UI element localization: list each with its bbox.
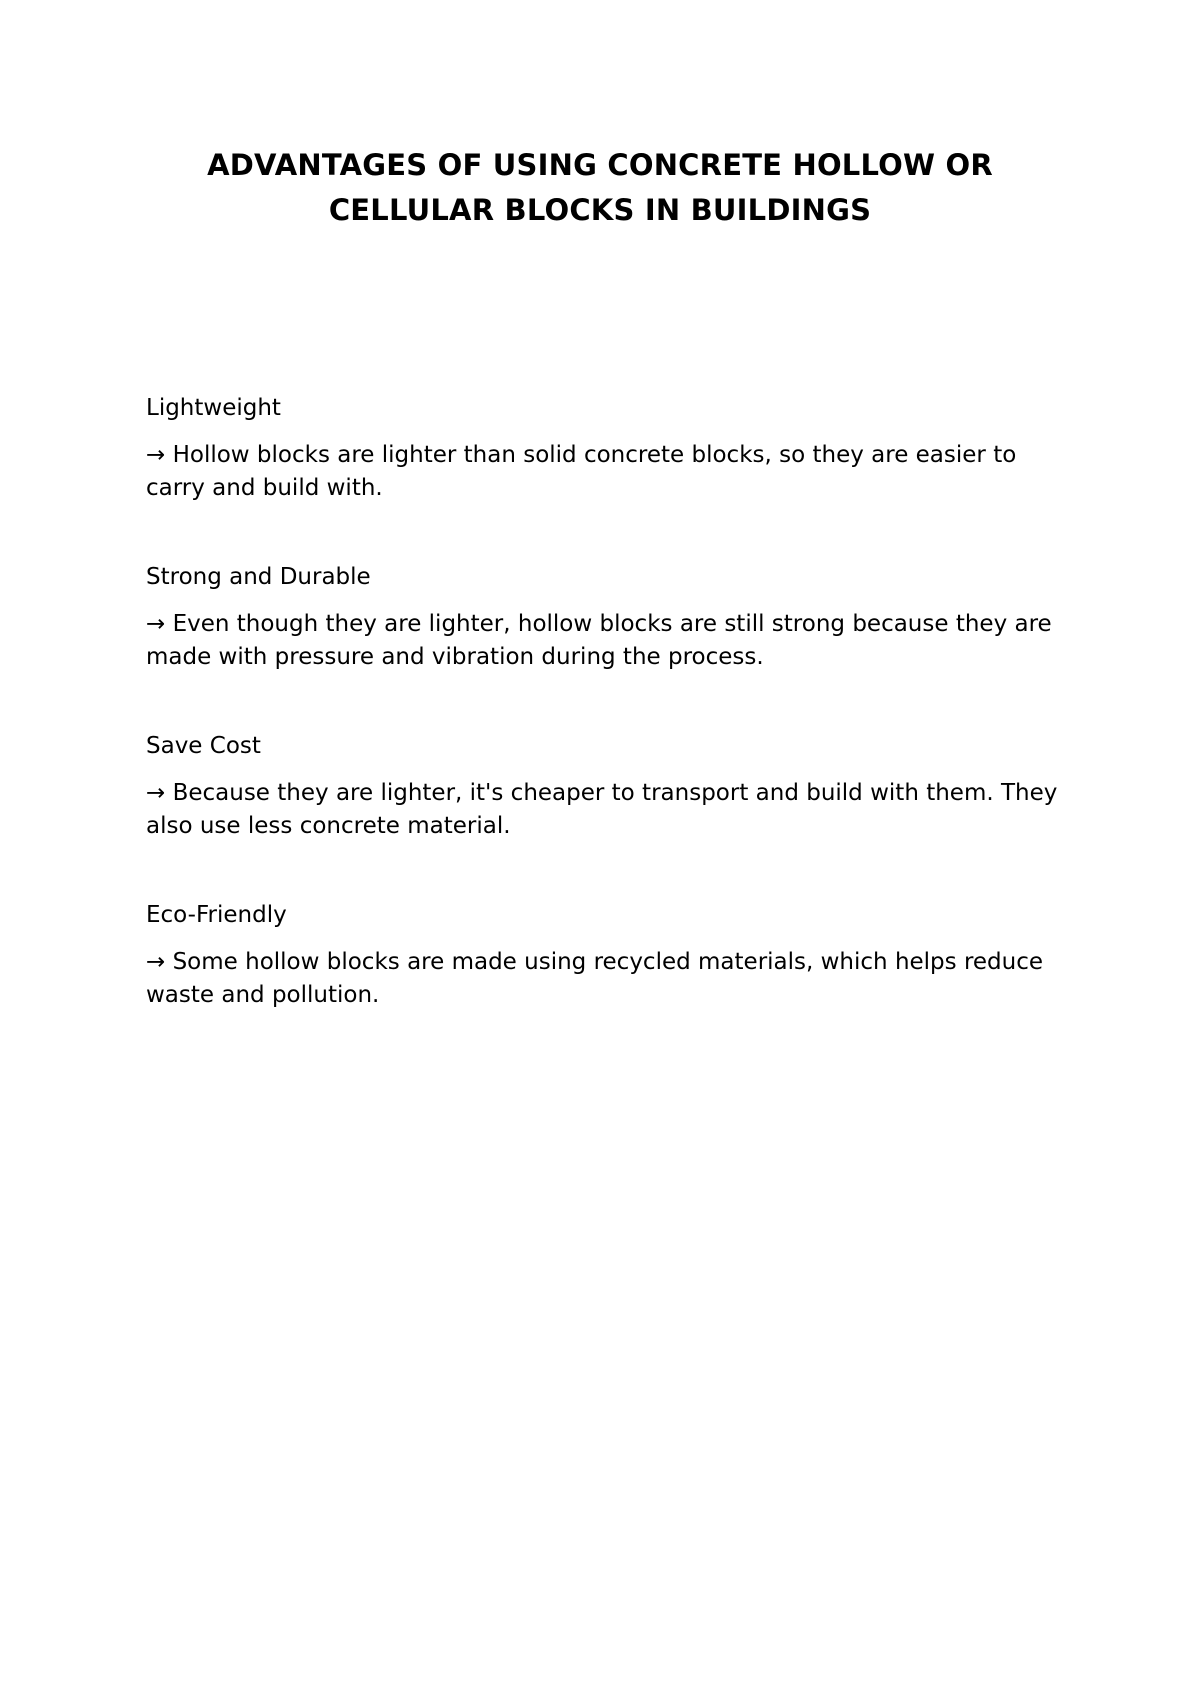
- document-body: [146, 392, 1076, 1068]
- section-text: → Even though they are lighter, hollow blocks are still strong because they are made with pressure and vibration during the process.: [146, 611, 1052, 670]
- section-save-cost: [146, 730, 1076, 843]
- section-heading: Save Cost: [146, 733, 261, 759]
- document-title: ADVANTAGES OF USING CONCRETE HOLLOW OR CELLULAR BLOCKS IN BUILDINGS: [207, 148, 993, 227]
- section-heading: Strong and Durable: [146, 564, 371, 590]
- section-lightweight: [146, 392, 1076, 505]
- section-text: → Some hollow blocks are made using recycled materials, which helps reduce waste and pollution.: [146, 949, 1044, 1008]
- section-text: → Because they are lighter, it's cheaper to transport and build with them. They also use less concrete material.: [146, 780, 1058, 839]
- section-heading: Eco-Friendly: [146, 902, 287, 928]
- section-heading: Lightweight: [146, 395, 281, 421]
- section-text: → Hollow blocks are lighter than solid concrete blocks, so they are easier to carry and build with.: [146, 442, 1017, 501]
- section-strong-and-durable: [146, 561, 1076, 674]
- section-eco-friendly: [146, 899, 1076, 1012]
